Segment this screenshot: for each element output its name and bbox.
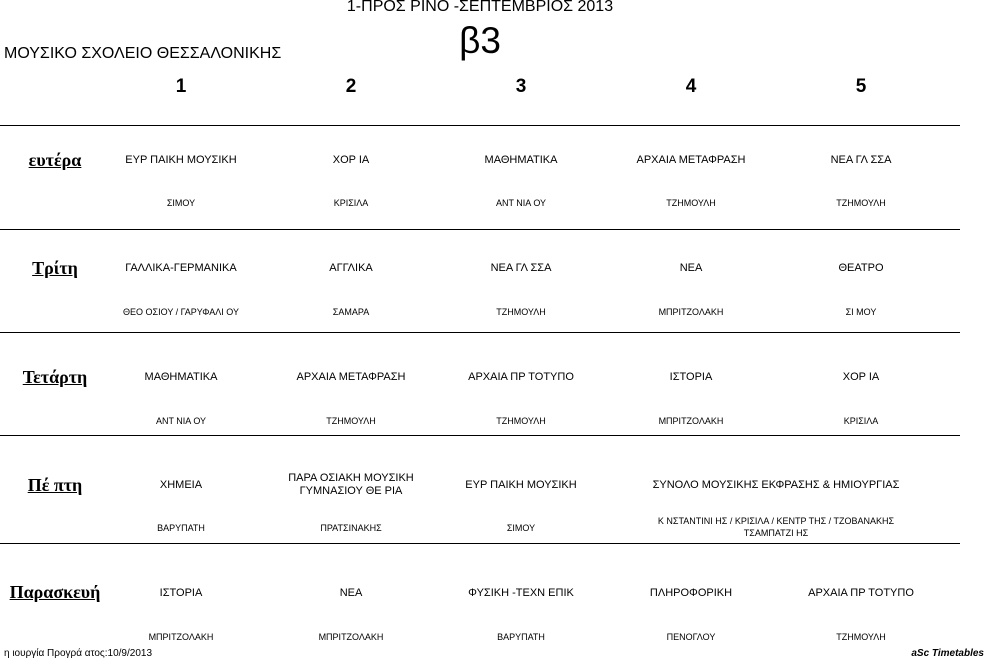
row-divider [0,229,960,230]
lesson-subject: ΦΥΣΙΚΗ -ΤΕΧΝ ΕΠΙΚ [468,587,574,599]
lesson-teacher: ΜΠΡΙΤΖΟΛΑΚΗ [658,307,724,317]
lesson-subject: ΝΕΑ [339,587,363,599]
day-label-tuesday: Τρίτη [32,258,78,278]
lesson-subject: ΕΥΡ ΠΑΙΚΗ ΜΟΥΣΙΚΗ [125,154,237,166]
brand-label: aSc Timetables [911,648,984,659]
lesson-subject: ΝΕΑ [679,262,703,274]
page-title: 1-ΠΡΟΣ ΡΙΝΟ -ΣΕΠΤΕΜΒΡΙΟΣ 2013 [346,0,614,15]
lesson-teacher-line-2: ΤΣΑΜΠΑΤΖΙ ΗΣ [743,528,809,538]
lesson-teacher: ΤΖΗΜΟΥΛΗ [836,198,886,208]
creation-date: η ιουργία Προγρά ατος:10/9/2013 [4,648,153,659]
lesson-subject: ΑΡΧΑΙΑ ΜΕΤΑΦΡΑΣΗ [636,154,746,166]
period-number-4: 4 [685,76,697,97]
period-number-5: 5 [855,76,867,97]
lesson-teacher: ΜΠΡΙΤΖΟΛΑΚΗ [658,416,724,426]
lesson-teacher: ΤΖΗΜΟΥΛΗ [666,198,716,208]
lesson-subject: ΧΟΡ ΙΑ [332,154,370,166]
lesson-teacher: ΒΑΡΥΠΑΤΗ [157,523,205,533]
lesson-teacher: ΤΖΗΜΟΥΛΗ [836,632,886,642]
school-name: ΜΟΥΣΙΚΟ ΣΧΟΛΕΙΟ ΘΕΣΣΑΛΟΝΙΚΗΣ [4,45,282,62]
period-number-3: 3 [515,76,527,97]
class-name: β3 [459,20,501,61]
lesson-teacher: ΚΡΙΣΙΛΑ [843,416,879,426]
day-label-monday: ευτέρα [28,150,82,170]
lesson-subject: ΑΡΧΑΙΑ ΠΡ ΤΟΤΥΠΟ [808,587,914,599]
lesson-subject: ΝΕΑ ΓΛ ΣΣΑ [490,262,552,274]
lesson-teacher: ΑΝΤ ΝΙΑ ΟΥ [495,198,547,208]
lesson-subject: ΘΕΑΤΡΟ [838,262,884,274]
lesson-subject: ΧΗΜΕΙΑ [159,479,203,491]
lesson-subject: ΠΛΗΡΟΦΟΡΙΚΗ [649,587,733,599]
lesson-teacher: ΣΙ ΜΟΥ [845,307,877,317]
lesson-subject: ΝΕΑ ΓΛ ΣΣΑ [830,154,892,166]
lesson-subject: ΜΑΘΗΜΑΤΙΚΑ [144,371,218,383]
lesson-subject: ΠΑΡΑ ΟΣΙΑΚΗ ΜΟΥΣΙΚΗ [288,472,414,484]
period-number-1: 1 [175,76,187,97]
lesson-subject: ΜΑΘΗΜΑΤΙΚΑ [484,154,558,166]
lesson-teacher: ΠΡΑΤΣΙΝΑΚΗΣ [320,523,382,533]
lesson-subject: ΑΡΧΑΙΑ ΜΕΤΑΦΡΑΣΗ [296,371,406,383]
period-number-2: 2 [345,76,357,97]
day-label-friday: Παρασκευή [9,582,101,602]
lesson-teacher: ΘΕΟ ΟΣΙΟΥ / ΓΑΡΥΦΑΛΙ ΟΥ [123,307,239,317]
lesson-teacher: Κ ΝΣΤΑΝΤΙΝΙ ΗΣ / ΚΡΙΣΙΛΑ / ΚΕΝΤΡ ΤΗΣ / ΤΖΟΒΑΝΑΚΗΣ [657,516,895,526]
lesson-subject: ΙΣΤΟΡΙΑ [669,371,713,383]
lesson-subject: ΧΟΡ ΙΑ [842,371,880,383]
lesson-teacher: ΣΙΜΟΥ [506,523,536,533]
day-label-wednesday: Τετάρτη [22,367,88,387]
lesson-teacher: ΠΕΝΟΓΛΟΥ [666,632,716,642]
lesson-teacher: ΤΖΗΜΟΥΛΗ [326,416,376,426]
lesson-subject: ΑΡΧΑΙΑ ΠΡ ΤΟΤΥΠΟ [468,371,574,383]
lesson-subject: ΣΥΝΟΛΟ ΜΟΥΣΙΚΗΣ ΕΚΦΡΑΣΗΣ & ΗΜΙΟΥΡΓΙΑΣ [652,479,900,491]
row-divider [0,332,960,333]
lesson-teacher: ΣΑΜΑΡΑ [332,307,370,317]
lesson-teacher: ΤΖΗΜΟΥΛΗ [496,416,546,426]
row-divider [0,125,960,126]
lesson-teacher: ΑΝΤ ΝΙΑ ΟΥ [155,416,207,426]
lesson-teacher: ΒΑΡΥΠΑΤΗ [497,632,545,642]
lesson-subject: ΓΑΛΛΙΚΑ-ΓΕΡΜΑΝΙΚΑ [125,262,237,274]
lesson-subject-line-2: ΓΥΜΝΑΣΙΟΥ ΘΕ ΡΙΑ [299,485,403,497]
row-divider [0,435,960,436]
lesson-teacher: ΚΡΙΣΙΛΑ [333,198,369,208]
lesson-teacher: ΜΠΡΙΤΖΟΛΑΚΗ [148,632,214,642]
lesson-subject: ΙΣΤΟΡΙΑ [159,587,203,599]
lesson-subject: ΑΓΓΛΙΚΑ [329,262,373,274]
lesson-teacher: ΤΖΗΜΟΥΛΗ [496,307,546,317]
day-label-thursday: Πέ πτη [27,475,83,495]
lesson-subject: ΕΥΡ ΠΑΙΚΗ ΜΟΥΣΙΚΗ [465,479,577,491]
row-divider [0,543,960,544]
lesson-teacher: ΜΠΡΙΤΖΟΛΑΚΗ [318,632,384,642]
lesson-teacher: ΣΙΜΟΥ [166,198,196,208]
